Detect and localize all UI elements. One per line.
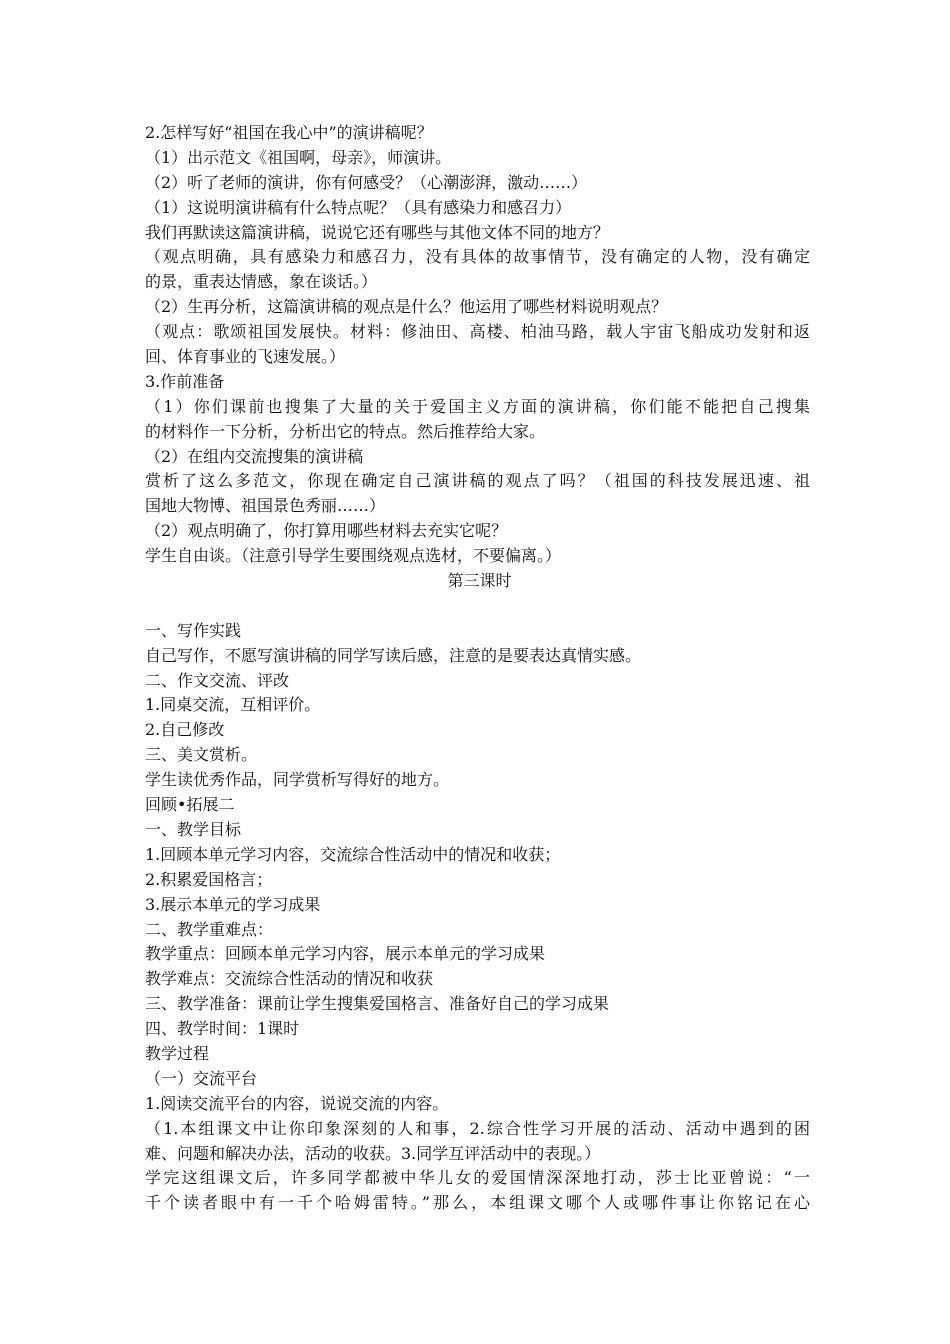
document-body — [145, 121, 810, 1216]
text-line: 3.作前准备 — [145, 371, 225, 391]
text-line: （观点明确，具有感染力和感召力，没有具体的故事情节，没有确定的人物，没有确定 — [145, 247, 810, 267]
text-line: （1.本组课文中让你印象深刻的人和事，2.综合性学习开展的活动、活动中遇到的困 — [145, 1118, 810, 1138]
text-line: 的景，重表达情感，象在谈话。） — [145, 272, 378, 292]
section-heading: 第三课时 — [447, 571, 512, 591]
text-line: 回顾•拓展二 — [145, 795, 235, 815]
text-line: （2）在组内交流搜集的演讲稿 — [145, 446, 364, 466]
text-line: 学生自由谈。（注意引导学生要围绕观点选材，不要偏离。） — [145, 546, 562, 566]
text-line: 自己写作，不愿写演讲稿的同学写读后感，注意的是要表达真情实感。 — [145, 645, 642, 665]
text-line: 1.回顾本单元学习内容，交流综合性活动中的情况和收获； — [145, 844, 561, 864]
text-line: 2.自己修改 — [145, 720, 225, 740]
text-line: 三、教学准备：课前让学生搜集爱国格言、准备好自己的学习成果 — [145, 994, 610, 1014]
text-line: （1）你们课前也搜集了大量的关于爱国主义方面的演讲稿，你们能不能把自己搜集 — [145, 396, 810, 416]
text-line: 千个读者眼中有一千个哈姆雷特。”那么，本组课文哪个人或哪件事让你铭记在心 — [145, 1193, 810, 1213]
text-line: 回、体育事业的飞速发展。） — [145, 347, 346, 367]
text-line: 国地大物博、祖国景色秀丽……） — [145, 496, 386, 516]
text-line: （2）听了老师的演讲，你有何感受？（心潮澎湃，激动……） — [145, 172, 588, 192]
text-line: 教学重点：回顾本单元学习内容，展示本单元的学习成果 — [145, 944, 546, 964]
text-line: 二、教学重难点： — [145, 919, 274, 939]
text-line: 学完这组课文后，许多同学都被中华儿女的爱国情深深地打动，莎士比亚曾说：“一 — [145, 1168, 810, 1188]
text-line: 3.展示本单元的学习成果 — [145, 894, 321, 914]
text-line: 我们再默读这篇演讲稿，说说它还有哪些与其他文体不同的地方？ — [145, 222, 610, 242]
text-line: 1.阅读交流平台的内容，说说交流的内容。 — [145, 1093, 449, 1113]
text-line: 的材料作一下分析，分析出它的特点。然后推荐给大家。 — [145, 421, 546, 441]
text-line: 难、问题和解决办法，活动的收获。3.同学互评活动中的表现。） — [145, 1143, 601, 1163]
text-line: 教学难点：交流综合性活动的情况和收获 — [145, 969, 434, 989]
text-line: 学生读优秀作品，同学赏析写得好的地方。 — [145, 770, 450, 790]
text-line: 2.积累爱国格言； — [145, 869, 273, 889]
text-line: 赏析了这么多范文，你现在确定自己演讲稿的观点了吗？（祖国的科技发展迅速、祖 — [145, 471, 810, 491]
text-line: 2.怎样写好“祖国在我心中”的演讲稿呢？ — [145, 123, 433, 142]
text-line: （一）交流平台 — [145, 1068, 258, 1088]
text-line: 一、写作实践 — [145, 620, 242, 640]
text-line: 1.同桌交流，互相评价。 — [145, 695, 321, 715]
text-line: （2）观点明确了，你打算用哪些材料去充实它呢？ — [145, 521, 508, 541]
text-line: （1）出示范文《祖国啊，母亲》，师演讲。 — [145, 147, 452, 167]
text-line: 二、作文交流、评改 — [145, 670, 290, 690]
blank-line — [145, 594, 810, 619]
text-line: 三、美文赏析。 — [145, 745, 258, 765]
text-line: （观点：歌颂祖国发展快。材料：修油田、高楼、柏油马路，载人宇宙飞船成功发射和返 — [145, 322, 810, 342]
text-line: （2）生再分析，这篇演讲稿的观点是什么？他运用了哪些材料说明观点？ — [145, 297, 668, 317]
text-line: （1）这说明演讲稿有什么特点呢？（具有感染力和感召力） — [145, 197, 572, 217]
text-line: 教学过程 — [145, 1043, 210, 1063]
text-line: 四、教学时间：1课时 — [145, 1019, 300, 1039]
text-line: 一、教学目标 — [145, 819, 242, 839]
